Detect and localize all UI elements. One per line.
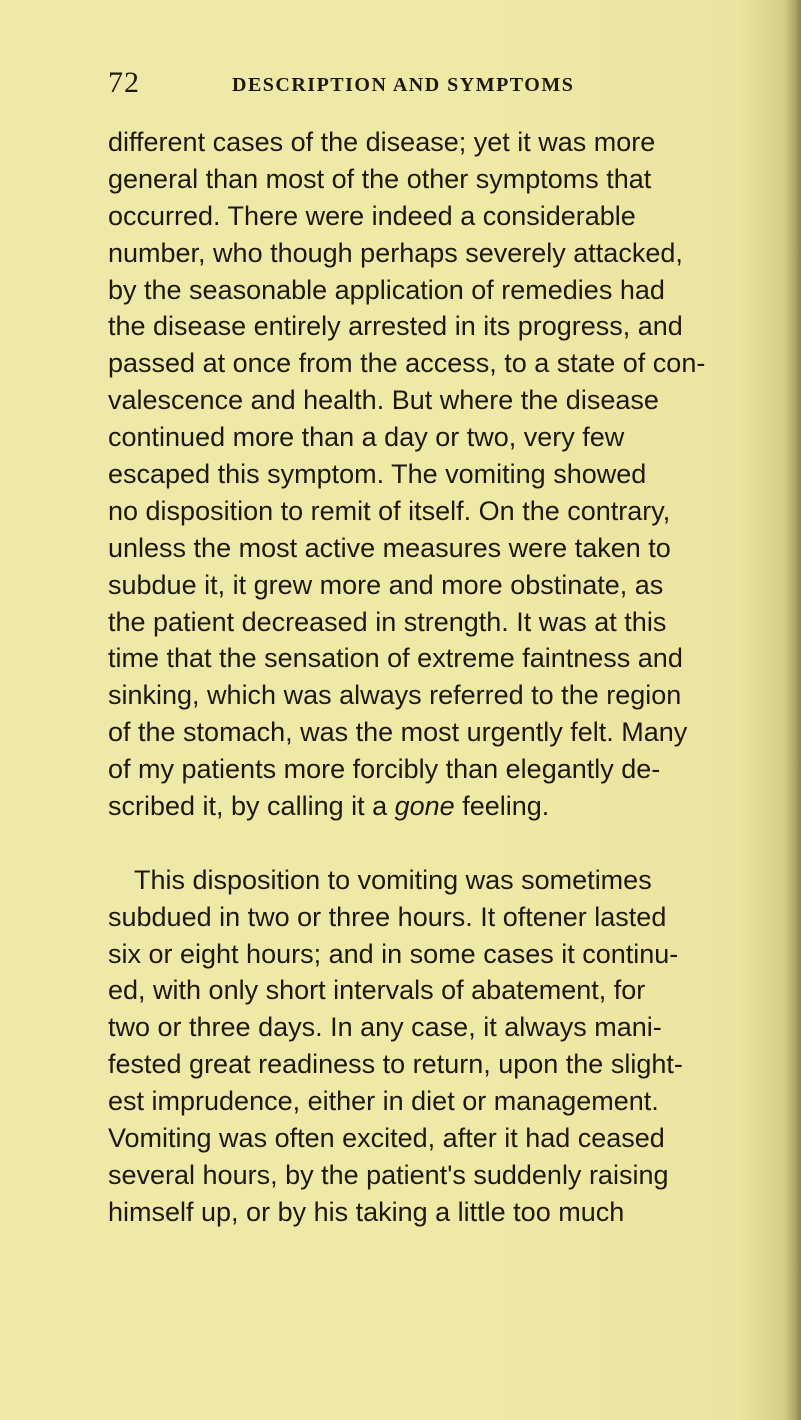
text-line: Vomiting was often excited, after it had ceased [108, 1123, 665, 1154]
page-number: 72 [108, 66, 140, 99]
text-line: the patient decreased in strength. It was at this [108, 606, 667, 637]
text-line: This disposition to vomiting was sometimes [134, 864, 652, 895]
text-line: no disposition to remit of itself. On the contrary, [108, 495, 671, 526]
text-line: of my patients more forcibly than elegantly de- [108, 754, 661, 785]
text-line: est imprudence, either in diet or management. [108, 1086, 659, 1117]
text-line-with-emphasis [108, 788, 748, 825]
text-line: different cases of the disease; yet it was more [108, 127, 656, 157]
page-edge-shadow [785, 0, 801, 1420]
text-line: sinking, which was always referred to the region [108, 680, 682, 711]
paragraph-2 [108, 862, 748, 1231]
text-line: ed, with only short intervals of abatement, for [108, 975, 646, 1006]
text-line: by the seasonable application of remedies had [108, 274, 665, 305]
text-line: himself up, or by his taking a little too much [108, 1196, 625, 1227]
text-line: fested great readiness to return, upon the slight- [108, 1049, 683, 1080]
text-line: of the stomach, was the most urgently felt. Many [108, 717, 688, 748]
emphasized-word: gone [394, 791, 455, 822]
paragraph-gap [108, 825, 748, 862]
paragraph-1 [108, 124, 748, 825]
text-line: number, who though perhaps severely attacked, [108, 237, 683, 268]
text-line: continued more than a day or two, very few [108, 422, 625, 453]
text-line: time that the sensation of extreme faintness and [108, 643, 683, 674]
text-line: passed at once from the access, to a state of con- [108, 348, 706, 379]
text-segment: feeling. [454, 791, 550, 822]
body-text [108, 124, 748, 1231]
text-line: unless the most active measures were taken to [108, 532, 671, 563]
text-line: subdued in two or three hours. It oftener lasted [108, 901, 667, 932]
text-line: valescence and health. But where the disease [108, 385, 659, 416]
text-line: subdue it, it grew more and more obstinate, as [108, 569, 664, 600]
text-line: the disease entirely arrested in its progress, and [108, 311, 683, 342]
text-line: general than most of the other symptoms that [108, 163, 652, 194]
text-line: escaped this symptom. The vomiting showed [108, 459, 647, 490]
text-line: two or three days. In any case, it always mani- [108, 1012, 662, 1043]
running-title: DESCRIPTION AND SYMPTOMS [232, 74, 575, 96]
text-line: several hours, by the patient's suddenly raising [108, 1159, 669, 1190]
text-line: occurred. There were indeed a considerable [108, 200, 636, 231]
running-head [108, 66, 708, 106]
text-line: six or eight hours; and in some cases it continu- [108, 938, 679, 969]
text-segment: scribed it, by calling it a [108, 791, 395, 822]
